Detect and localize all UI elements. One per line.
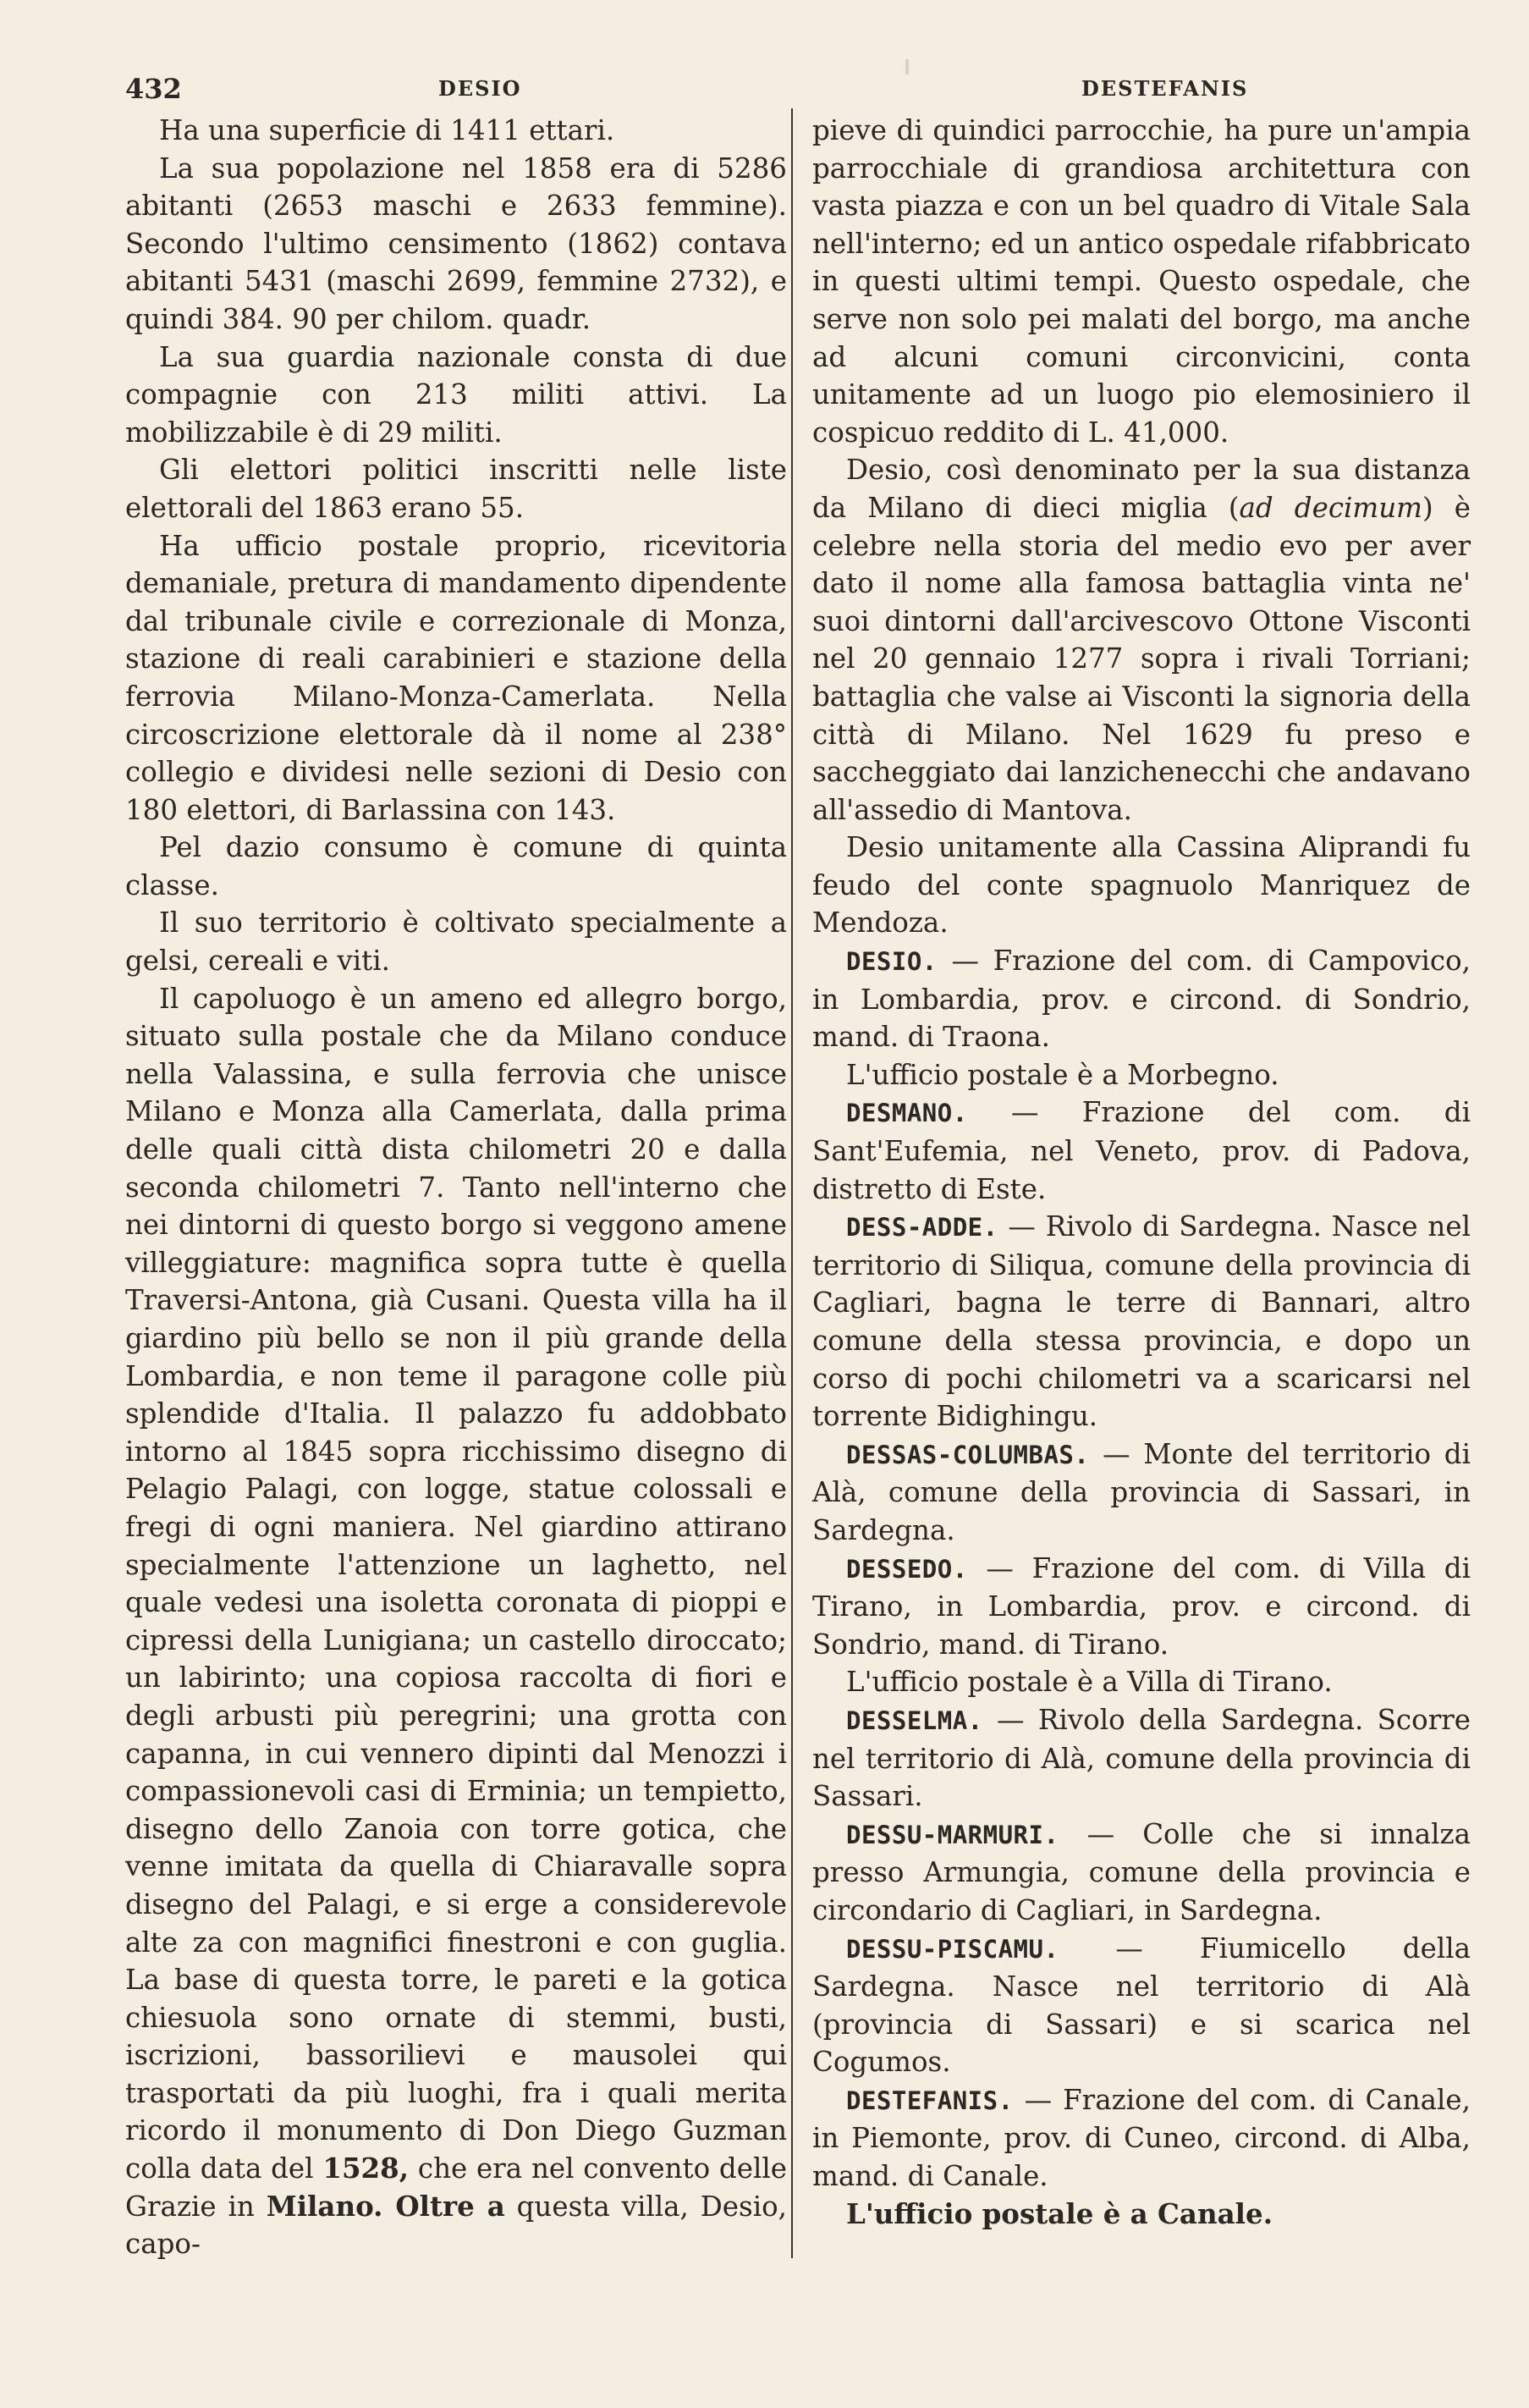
entry-postal: L'ufficio postale è a Morbegno.: [846, 1058, 1279, 1091]
paragraph: La sua popolazione nel 1858 era di 5286 abitanti (2653 maschi e 2633 femmine). Secondo l'ultimo censimento (1862) contava abitanti 5431 (maschi 2699, femmine 2732), e quindi 384. 90 per chilom. quadr.: [125, 152, 787, 335]
entry-term: DESS-ADDE.: [846, 1213, 998, 1243]
paragraph-text: che era nel convento delle Grazie in: [125, 2152, 787, 2223]
entry-dessu-marmuri: [812, 1816, 1471, 1930]
entry-term: DESSU-PISCAMU.: [846, 1934, 1059, 1964]
paragraph: [125, 980, 787, 2263]
paragraph: Gli elettori politici inscritti nelle liste elettorali del 1863 erano 55.: [125, 454, 787, 524]
running-head-left: DESIO: [438, 76, 522, 101]
entry-postal: L'ufficio postale è a Villa di Tirano.: [846, 1666, 1333, 1699]
column-divider: [791, 108, 793, 2258]
entry-term: DESSELMA.: [846, 1705, 983, 1735]
entry-text: — Fiumicello della Sardegna. Nasce nel territorio di Alà (provincia di Sassari) e si scarica nel Cogumos.: [812, 1931, 1471, 2079]
entry-term: DESSU-MARMURI.: [846, 1820, 1059, 1849]
page-number: 432: [125, 73, 182, 105]
entry-text: — Rivolo della Sardegna. Scorre nel territorio di Alà, comune della provincia di Sassari.: [812, 1703, 1471, 1813]
paragraph: Ha ufficio postale proprio, ricevitoria demaniale, pretura di mandamento dipendente dal tribunale civile e correzionale di Monza, stazione di reali carabinieri e stazione della ferrovia Milano-Monza-Camerlata. Nella circoscrizione elettorale dà il nome al 238° collegio e dividesi nelle sezioni di Desio con 180 elettori, di Barlassina con 143.: [125, 529, 787, 826]
entry-text: — Frazione del com. di Canale, in Piemonte, prov. di Cuneo, circond. di Alba, mand. di Canale.: [812, 2083, 1471, 2193]
paragraph-text: Il capoluogo è un ameno ed allegro borgo, situato sulla postale che da Milano conduce nella Valassina, e sulla ferrovia che unisce Milano e Monza alla Camerlata, dalla prima delle quali città dista chilometri 20 e dalla seconda chilometri 7. Tanto nell'interno che nei dintorni di questo borgo si veggono amene villeggiature: magnifica sopra tutte è quella Traversi-Antona, già Cusani. Questa villa ha il giardino più bello se non il più grande della Lombardia, e non teme il paragone colle più splendide d'Italia. Il palazzo fu addobbato intorno al 1845 sopra ricchissimo disegno di Pelagio Palagi, con logge, statue colossali e fregi di ogni maniera. Nel giardino attirano specialmente l'attenzione un laghetto, nel quale vedesi una isoletta coronata di pioppi e cipressi della Lunigiana; un castello diroccato; un labirinto; una copiosa raccolta di fiori e degli arbusti più peregrini; una grotta con capanna, in cui vennero dipinti dal Menozzi i compassionevoli casi di Erminia; un tempietto, disegno dello Zanoia con torre gotica, che venne imitata da quella di Chiaravalle sopra disegno del Palagi, e si erge a considerevole alte za con magnifici finestroni e con guglia. La base di questa torre, le pareti e la gotica chiesuola sono ornate di stemmi, busti, iscrizioni, bassorilievi e mausolei qui trasportati da più luoghi, fra i quali merita ricordo il monumento di Don Diego Guzman colla data del: [125, 982, 787, 2185]
entry-term: DESIO.: [846, 947, 938, 977]
left-column: [125, 112, 787, 2263]
paragraph: pieve di quindici parrocchie, ha pure un'ampia parrocchiale di grandiosa architettura con vasta piazza e con un bel quadro di Vitale Sala nell'interno; ed un antico ospedale rifabbricato in questi ultimi tempi. Questo ospedale, che serve non solo pei malati del borgo, ma anche ad alcuni comuni circonvicini, conta unitamente ad un luogo pio elemosiniero il cospicuo reddito di L. 41,000.: [812, 114, 1471, 449]
entry-postal: L'ufficio postale è a Canale.: [846, 2196, 1273, 2230]
paragraph: Ha una superficie di 1411 ettari.: [159, 114, 615, 146]
entry-dessedo: [812, 1550, 1471, 1664]
entry-text: — Monte del territorio di Alà, comune della provincia di Sassari, in Sardegna.: [812, 1437, 1471, 1546]
page-header: [125, 73, 1462, 107]
entry-desselma: [812, 1701, 1471, 1816]
bold-text: Milano. Oltre a: [266, 2189, 505, 2223]
entry-term: DESTEFANIS.: [846, 2086, 1014, 2115]
entry-term: DESSAS-COLUMBAS.: [846, 1440, 1090, 1469]
entry-dessu-piscamu: [812, 1930, 1471, 2081]
paragraph: Il suo territorio è coltivato specialmente a gelsi, cereali e viti.: [125, 906, 787, 978]
paragraph-text: Desio, così denominato per la sua distanza da Milano di dieci miglia (: [812, 454, 1471, 524]
entry-dessas-columbas: [812, 1435, 1471, 1550]
entry-term: DESMANO.: [846, 1099, 968, 1128]
entry-desmano: [812, 1094, 1471, 1208]
entry-text: — Frazione del com. di Sant'Eufemia, nel Veneto, prov. di Padova, distretto di Este.: [812, 1096, 1471, 1205]
paragraph-text: questa villa, Desio, capo-: [125, 2190, 787, 2261]
entry-text: — Colle che si innalza presso Armungia, comune della provincia e circondario di Cagliari, in Sardegna.: [812, 1817, 1471, 1926]
entry-dess-adde: [812, 1208, 1471, 1435]
entry-text: — Rivolo di Sardegna. Nasce nel territorio di Siliqua, comune della provincia di Cagliari, bagna le terre di Bannari, altro comune della stessa provincia, e dopo un corso di pochi chilometri va a scaricarsi nel torrente Bidighingu.: [812, 1210, 1471, 1433]
entry-destefanis: [812, 2081, 1471, 2196]
paragraph: Pel dazio consumo è comune di quinta classe.: [125, 831, 787, 901]
paragraph-text: ) è celebre nella storia del medio evo per aver dato il nome alla famosa battaglia vinta ne' suoi dintorni dall'arcivescovo Ottone Visconti nel 20 gennaio 1277 sopra i rivali Torriani; battaglia che valse ai Visconti la signoria della città di Milano. Nel 1629 fu preso e saccheggiato dai lanzichenecchi che andavano all'assedio di Mantova.: [812, 491, 1471, 826]
italic-text: ad decimum: [1239, 491, 1422, 524]
entry-term: DESSEDO.: [846, 1554, 968, 1584]
entry-text: — Frazione del com. di Campovico, in Lombardia, prov. e circond. di Sondrio, mand. di Traona.: [812, 945, 1471, 1054]
paragraph: La sua guardia nazionale consta di due compagnie con 213 militi attivi. La mobilizzabile è di 29 militi.: [125, 340, 787, 449]
right-column: [812, 112, 1471, 2233]
entry-text: — Frazione del com. di Villa di Tirano, in Lombardia, prov. e circond. di Sondrio, mand. di Tirano.: [812, 1551, 1471, 1661]
paragraph: Desio unitamente alla Cassina Aliprandi fu feudo del conte spagnuolo Manriquez de Mendoza.: [812, 831, 1471, 940]
paragraph: [812, 451, 1471, 829]
running-head-right: DESTEFANIS: [1081, 76, 1249, 101]
bold-text: 1528,: [322, 2152, 410, 2185]
entry-desio: [812, 942, 1471, 1056]
